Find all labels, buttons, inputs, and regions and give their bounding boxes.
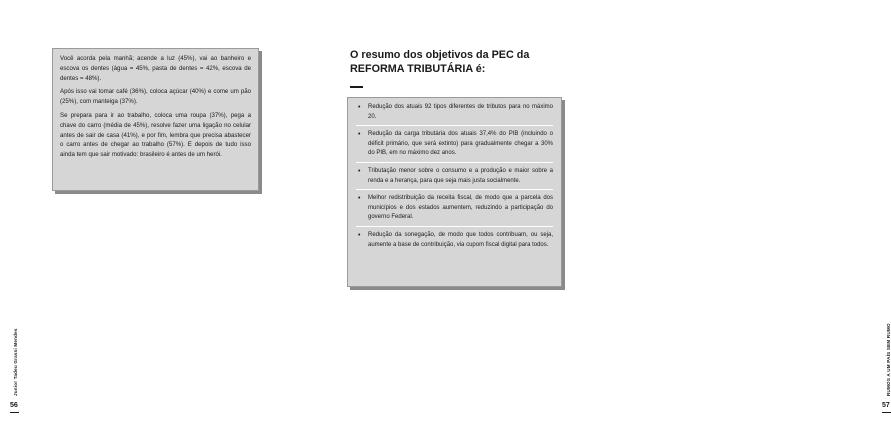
heading-line-2: REFORMA TRIBUTÁRIA é:	[350, 63, 486, 75]
section-heading	[350, 48, 570, 76]
page-number-right: 57	[882, 402, 890, 409]
list-item-text: Redução da carga tributária dos atuais 37,4% do PIB (incluindo o déficit primário, que será extinto) para gradualmente chegar a 30% do PIB, em no máximo dez anos.	[368, 131, 553, 157]
scenario-text-box	[52, 48, 259, 191]
list-item	[356, 130, 553, 163]
heading-rule	[350, 86, 363, 88]
page-number-rule-right	[882, 412, 891, 413]
bullet-icon: •	[358, 104, 361, 111]
list-item-text: Redução da sonegação, de modo que todos contribuam, ou seja, aumente a base de contribuição, via cupom fiscal digital para todos.	[368, 231, 553, 248]
paragraph-breakfast: Após isso vai tomar café (36%), coloca açúcar (40%) e come um pão (25%), com manteiga (37%).	[60, 88, 251, 106]
running-head-book: RUMOS A UM PAÍS SEM RUMO	[886, 323, 891, 396]
running-head-author: Junior Tadeu Grassi Mendes	[13, 328, 18, 396]
list-item-text: Melhor redistribuição da receita fiscal, de modo que a parcela dos municípios e dos estados aumentem, reduzindo a participação do governo Federal.	[368, 195, 553, 221]
paragraph-morning: Você acorda pela manhã; acende a luz (45%), vai ao banheiro e escova os dentes (água = 45%, pasta de dentes = 42%, escova de dentes = 48%).	[60, 55, 251, 82]
page-number-rule-left	[10, 412, 19, 413]
bullet-icon: •	[358, 167, 361, 175]
list-item	[356, 167, 553, 190]
left-page	[0, 0, 300, 425]
list-item	[356, 194, 553, 227]
bullet-icon: •	[358, 231, 361, 239]
list-item	[356, 103, 553, 126]
list-item-text: Tributação menor sobre o consumo e a produção e maior sobre a renda e a herança, para que seja mais justa socialmente.	[368, 167, 553, 184]
list-item	[356, 231, 553, 253]
paragraph-work: Se prepara para ir ao trabalho, coloca uma roupa (37%), pega a chave do carro (média de 45%), resolve fazer uma ligação no celular antes de sair de casa (41%), e por fim, lembra que precisa abastecer o carro antes de chegar ao trabalho (57%). E depois de tudo isso ainda tem que sair motivado: brasileiro é antes de um herói.	[60, 111, 251, 159]
bullet-icon: •	[358, 195, 361, 203]
heading-line-1: O resumo dos objetivos da PEC da	[350, 49, 530, 61]
list-item-text: Redução dos atuais 92 tipos diferentes de tributos para no máximo 20.	[368, 104, 553, 120]
objectives-list	[356, 103, 553, 253]
objectives-box	[347, 97, 562, 287]
right-page	[300, 0, 891, 425]
page-number-left: 56	[10, 402, 18, 409]
bullet-icon: •	[358, 131, 361, 139]
